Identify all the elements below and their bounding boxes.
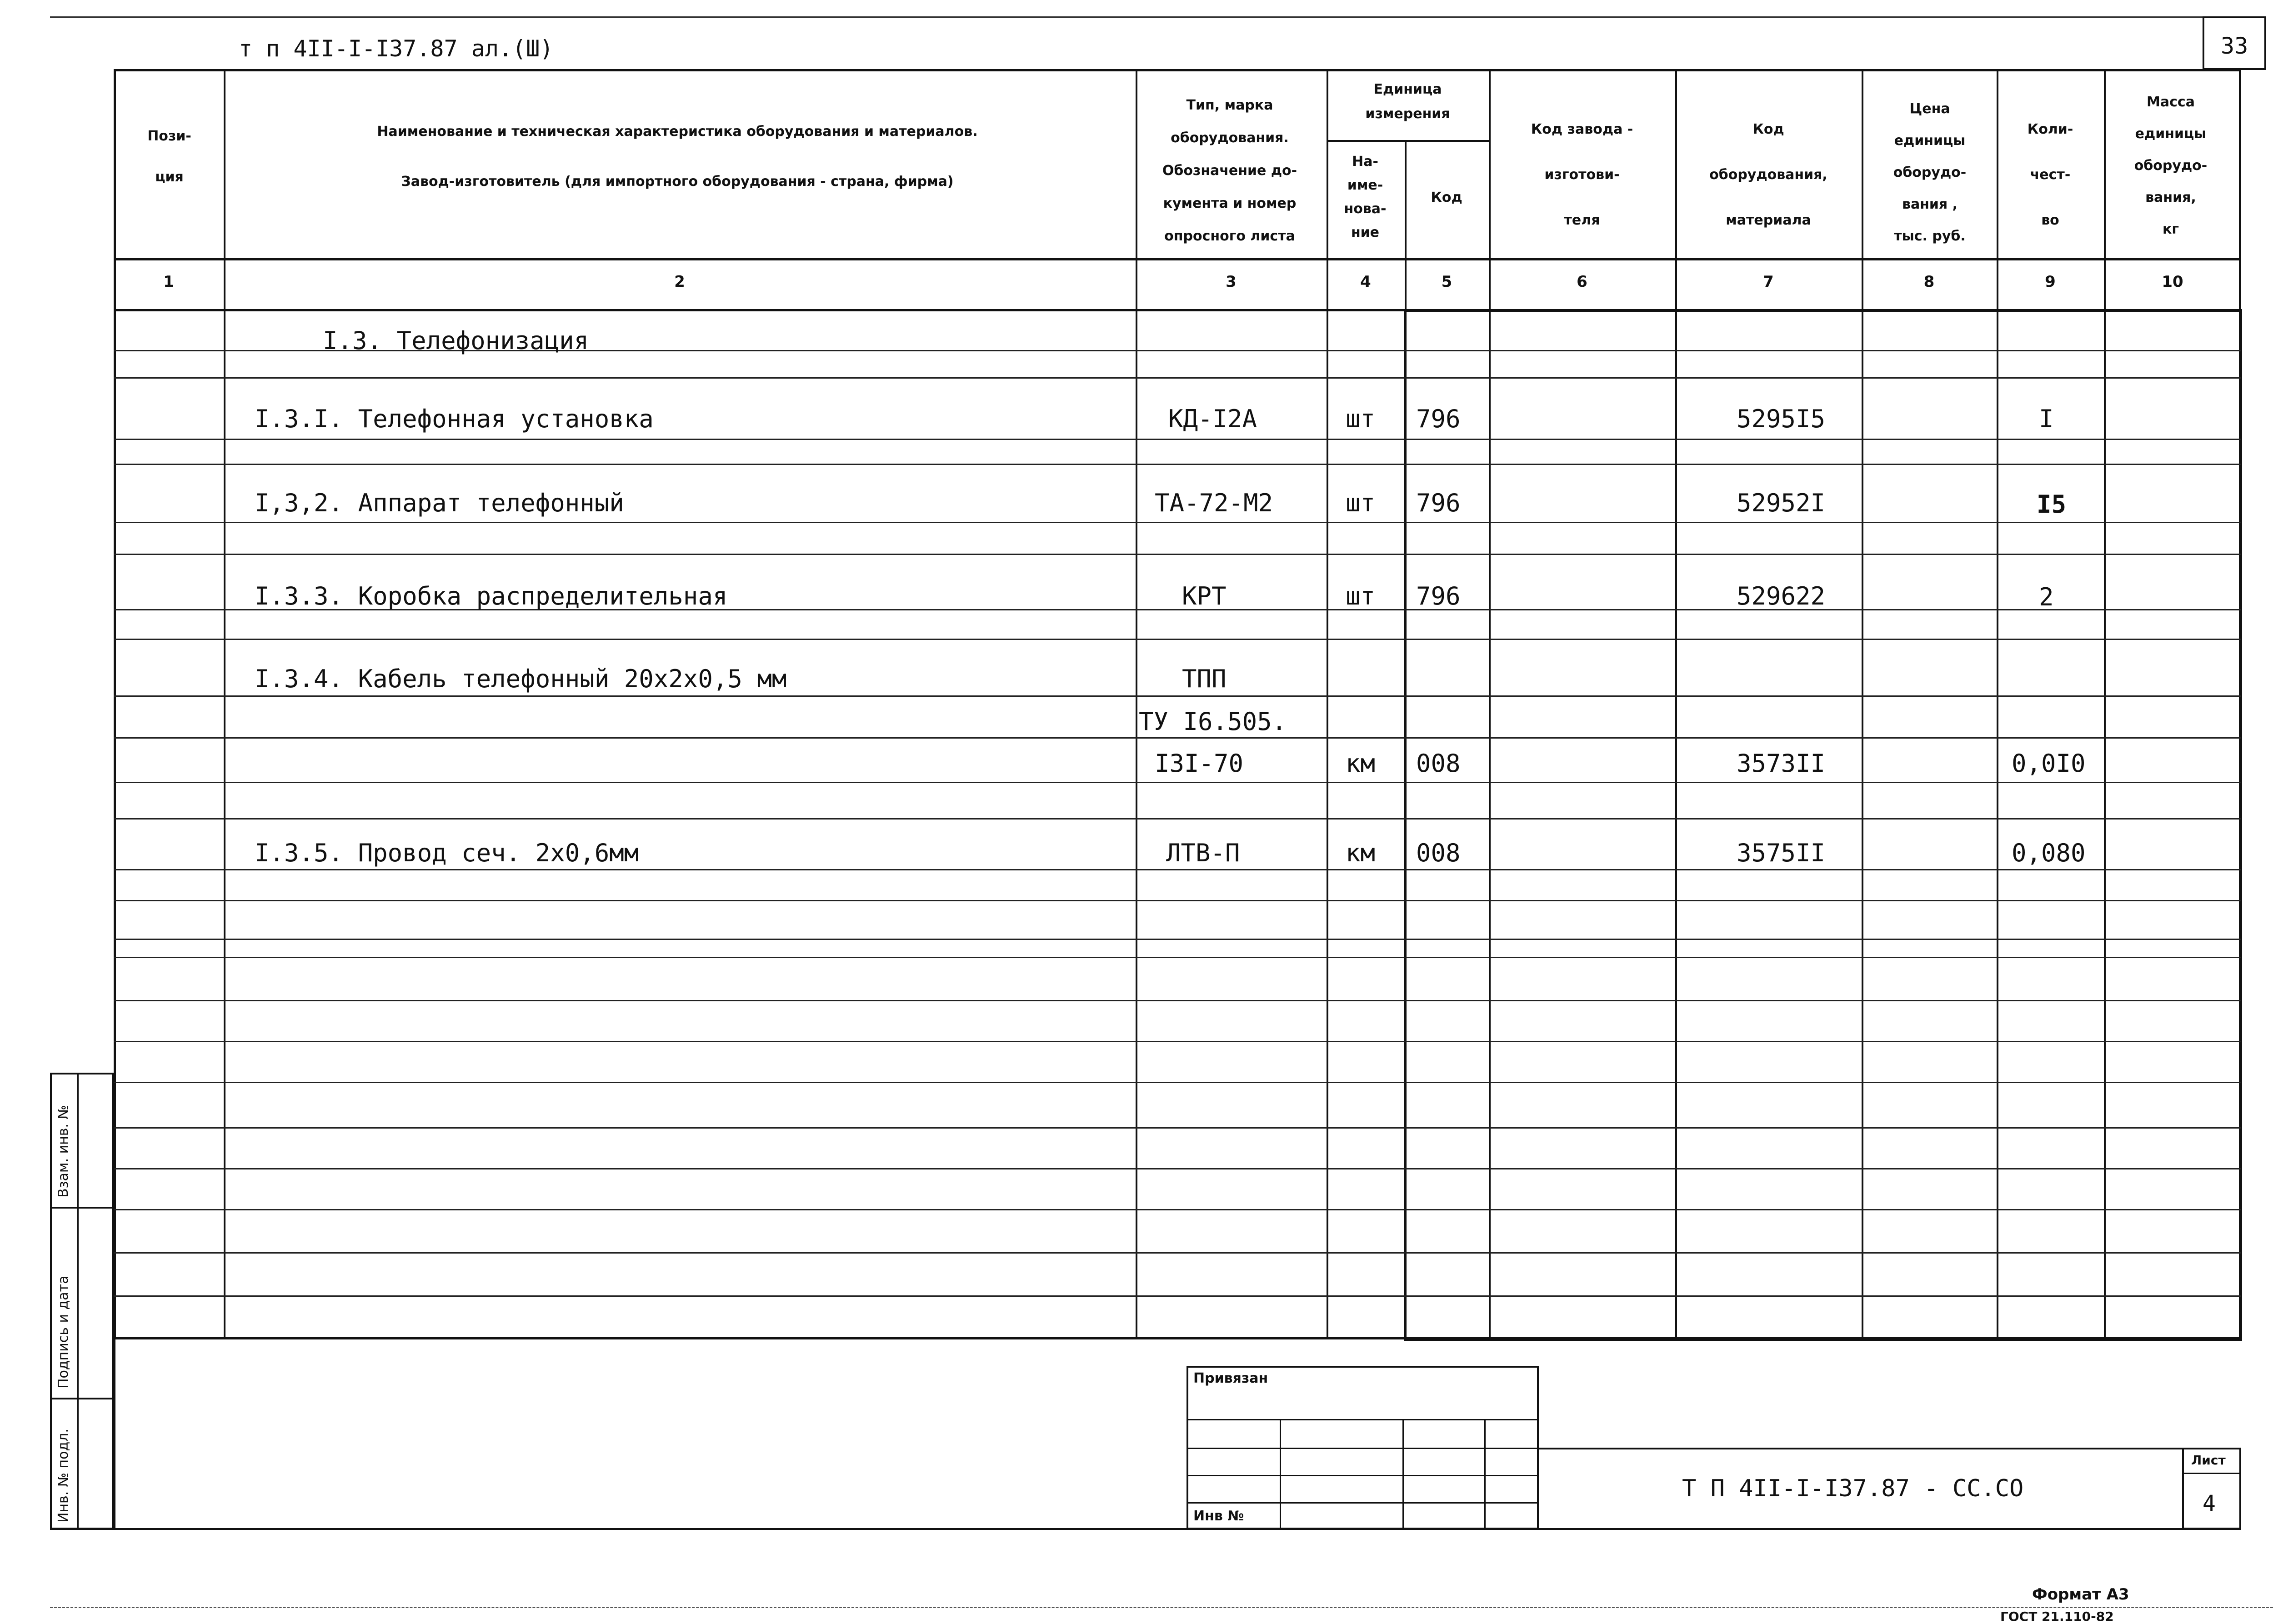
row-unit: шт	[1346, 582, 1376, 610]
format-label: Формат А3	[2032, 1585, 2129, 1604]
row-divider	[114, 1041, 2241, 1042]
header-code: т п 4II-I-I37.87 ал.(Ш)	[239, 35, 554, 62]
row-divider	[114, 957, 2241, 958]
row-divider	[114, 818, 2241, 819]
row-type: КД-I2А	[1168, 405, 1257, 433]
stamp-line	[1187, 1502, 1539, 1504]
stamp-col	[1484, 1419, 1486, 1529]
row-name: I.3.3. Коробка распределительная	[255, 582, 728, 610]
column-number: 8	[1923, 273, 1935, 291]
column-number: 5	[1441, 273, 1452, 291]
column-number: 7	[1763, 273, 1774, 291]
side-label-podpis: Подпись и дата	[55, 1275, 71, 1389]
row-name: I.3.4. Кабель телефонный 20х2х0,5 мм	[255, 665, 787, 693]
column-number: 2	[674, 273, 685, 291]
sheet-label: Лист	[2191, 1453, 2226, 1468]
col8-header: Цена единицы оборудо- вания , тыс. руб.	[1893, 101, 1967, 244]
stamp-col	[1280, 1419, 1281, 1529]
row-divider	[114, 695, 2241, 697]
row-unit: км	[1346, 839, 1376, 867]
column-divider	[1327, 69, 1328, 1339]
row-code: 3573II	[1737, 749, 1826, 778]
column-number: 9	[2045, 273, 2056, 291]
side-divider	[50, 1398, 114, 1399]
row-divider	[114, 1000, 2241, 1001]
row-type: ТА-72-М2	[1155, 489, 1273, 517]
row-unit-code: 008	[1416, 749, 1461, 778]
row-code: 5295I5	[1737, 405, 1826, 433]
gost-label: ГОСТ 21.110-82	[2000, 1609, 2114, 1624]
row-type: ТУ I6.505.	[1139, 707, 1287, 736]
row-divider	[114, 782, 2241, 783]
row-type: КРТ	[1182, 582, 1227, 610]
col9-header: Коли- чест- во	[2027, 121, 2073, 228]
bottom-left-frame	[114, 1339, 115, 1529]
row-name: I.3. Телефонизация	[323, 326, 589, 355]
row-divider	[114, 900, 2241, 901]
row-type: ЛТВ-П	[1166, 839, 1240, 867]
side-inner-line	[77, 1073, 79, 1529]
row-unit: шт	[1346, 405, 1376, 433]
unit-group-header: Единица измерения	[1365, 81, 1450, 122]
row-name: I.3.I. Телефонная установка	[255, 405, 654, 433]
row-divider	[114, 1295, 2241, 1297]
row-qty: I	[2039, 405, 2054, 433]
column-divider	[1136, 69, 1137, 1339]
page-number: 33	[2221, 33, 2248, 59]
row-unit: км	[1346, 749, 1376, 778]
row-name: I,3,2. Аппарат телефонный	[255, 489, 624, 517]
row-qty: 0,080	[2012, 839, 2086, 867]
footer-line	[50, 1607, 2273, 1608]
row-divider	[114, 1168, 2241, 1169]
row-code: 529622	[1737, 582, 1826, 610]
row-type: ТПП	[1182, 665, 1227, 693]
column-number: 6	[1577, 273, 1587, 291]
stamp-label: Привязан	[1193, 1370, 1268, 1386]
row-qty: 0,0I0	[2012, 749, 2086, 778]
row-unit-code: 008	[1416, 839, 1461, 867]
sheet-number: 4	[2203, 1491, 2216, 1516]
row-divider	[114, 939, 2241, 940]
row-code: 52952I	[1737, 489, 1826, 517]
row-divider	[114, 522, 2241, 523]
col2-header: Наименование и техническая характеристика оборудования и материалов. Завод-изготовитель (для импортного оборудования - страна, фирма)	[377, 124, 978, 190]
row-divider	[114, 869, 2241, 870]
header-bottom-line	[114, 258, 2241, 260]
row-divider	[114, 737, 2241, 739]
column-number: 1	[163, 273, 174, 291]
stamp-line	[1187, 1448, 1539, 1449]
column-number: 4	[1360, 273, 1371, 291]
side-label-inv-podl: Инв. № подл.	[55, 1429, 71, 1523]
sheet-box-line	[2182, 1473, 2241, 1474]
row-divider	[114, 464, 2241, 465]
column-number: 10	[2162, 273, 2183, 291]
col1-header: Пози- ция	[147, 128, 191, 185]
row-divider	[114, 1252, 2241, 1254]
row-divider	[114, 1127, 2241, 1129]
row-unit: шт	[1346, 489, 1376, 517]
col4-header: На- име- нова- ние	[1344, 154, 1387, 240]
stamp-col	[1402, 1419, 1404, 1529]
row-code: 3575II	[1737, 839, 1826, 867]
row-unit-code: 796	[1416, 405, 1461, 433]
top-border-line	[50, 16, 2246, 18]
col7-header: Код оборудования, материала	[1709, 121, 1827, 228]
row-divider	[114, 1209, 2241, 1210]
row-divider	[114, 639, 2241, 640]
col6-header: Код завода - изготови- теля	[1531, 121, 1633, 228]
col5-header: Код	[1431, 190, 1462, 205]
stamp-line	[1187, 1419, 1539, 1420]
stamp-line	[1187, 1475, 1539, 1476]
row-divider	[114, 1082, 2241, 1083]
row-divider	[114, 377, 2241, 379]
title-code: Т П 4II-I-I37.87 - СС.СО	[1682, 1475, 2024, 1502]
row-divider	[114, 554, 2241, 555]
col10-header: Масса единицы оборудо- вания, кг	[2134, 94, 2208, 237]
side-label-vzam: Взам. инв. №	[55, 1105, 71, 1198]
row-unit-code: 796	[1416, 489, 1461, 517]
row-unit-code: 796	[1416, 582, 1461, 610]
bottom-frame-line	[50, 1528, 2241, 1530]
column-number: 3	[1226, 273, 1237, 291]
side-divider	[50, 1207, 114, 1209]
row-type: I3I-70	[1155, 749, 1244, 778]
col3-header: Тип, марка оборудования. Обозначение до- кумента и номер опросного листа	[1162, 97, 1297, 244]
row-divider	[114, 439, 2241, 440]
row-qty: 2	[2039, 583, 2054, 611]
row-qty: I5	[2037, 490, 2067, 519]
row-name: I.3.5. Провод сеч. 2х0,6мм	[255, 839, 639, 867]
title-top-line	[1539, 1448, 2241, 1449]
unit-subheader-line	[1327, 140, 1489, 142]
column-divider	[224, 69, 225, 1339]
inv-label: Инв №	[1193, 1508, 1244, 1524]
